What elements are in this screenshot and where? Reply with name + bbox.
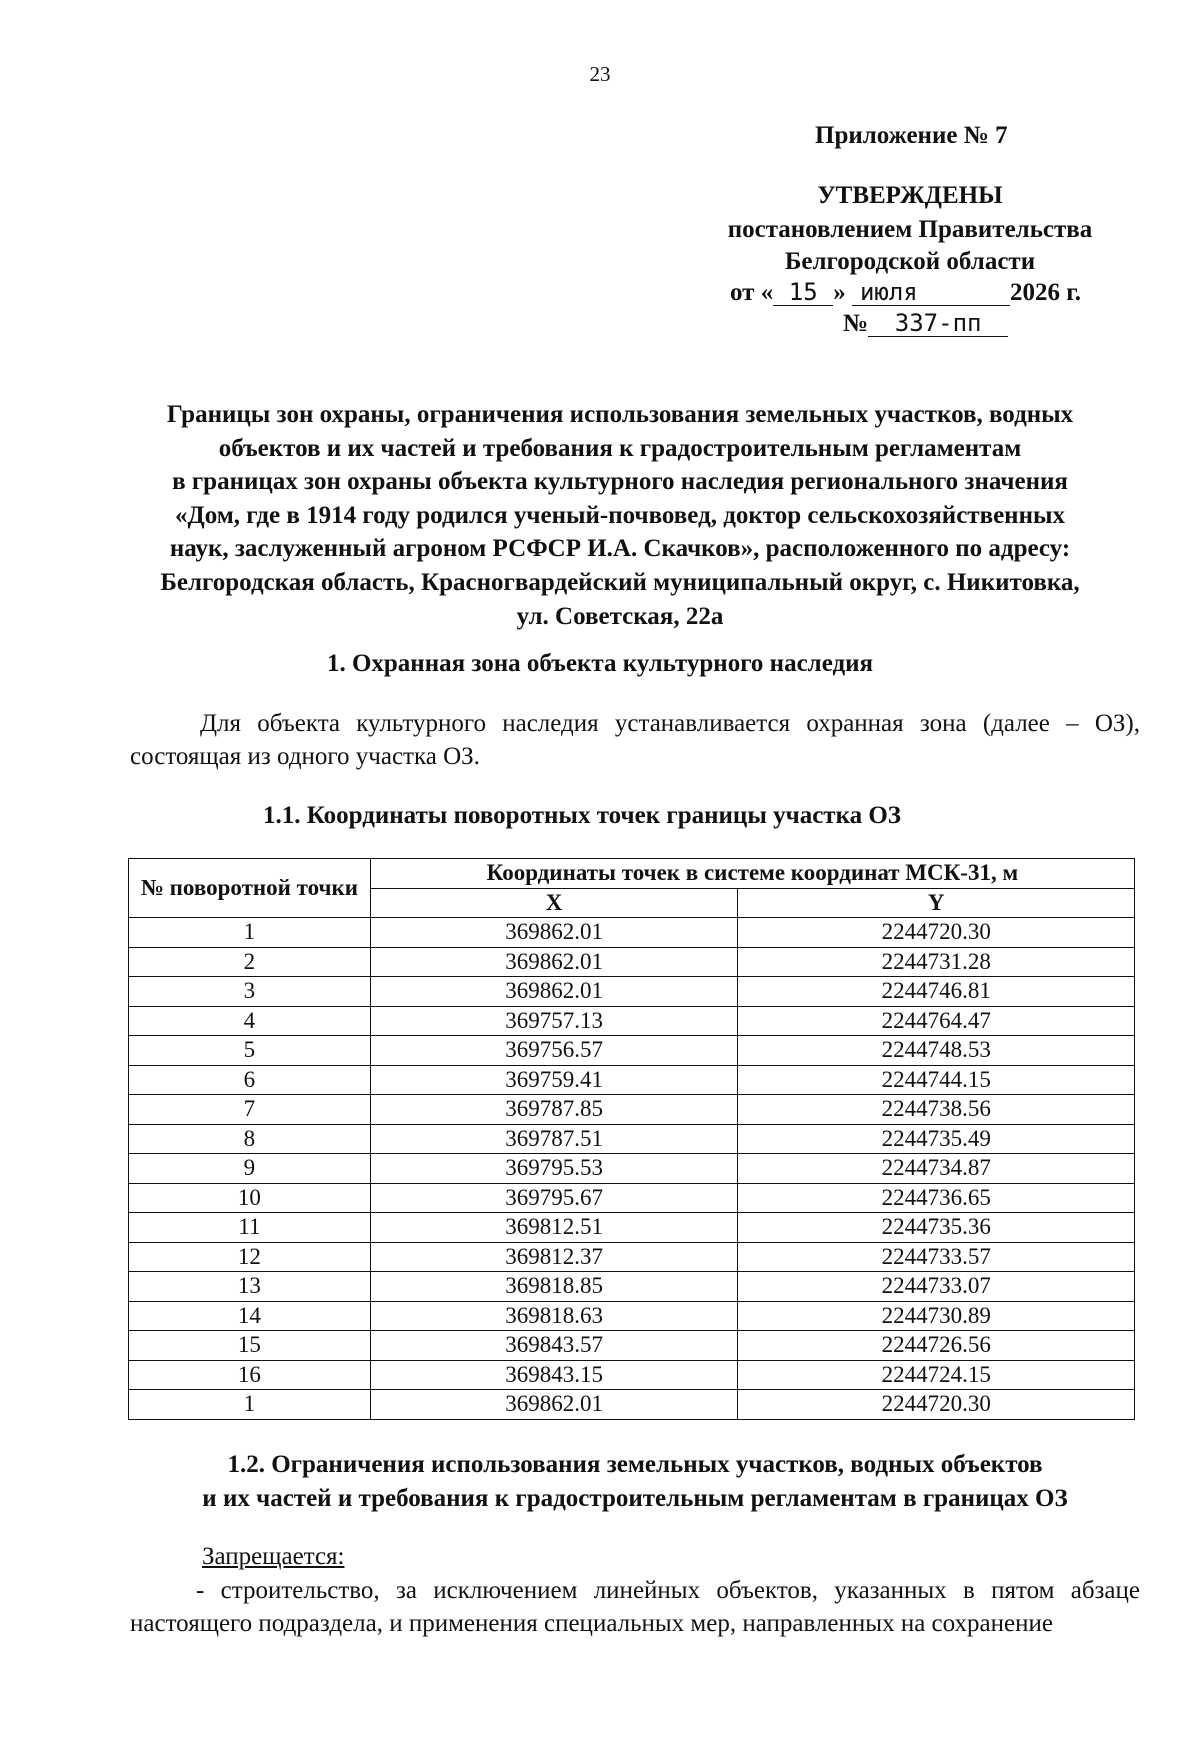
page-number: 23 bbox=[589, 62, 611, 86]
date-month: июля bbox=[852, 279, 1010, 306]
title-line: объектов и их частей и требования к градостроительным регламентам bbox=[218, 434, 1022, 462]
prohibition-item-1: - строительство, за исключением линейных объектов, указанных в пятом абзаце настоящего подраздела, и применения специальных мер, направленных на сохранение bbox=[130, 1577, 1140, 1637]
cell-x: 369818.85 bbox=[370, 1272, 738, 1302]
title-line: Белгородская область, Красногвардейский муниципальный округ, с. Никитовка, bbox=[160, 568, 1080, 596]
cell-y: 2244735.49 bbox=[738, 1124, 1135, 1154]
cell-y: 2244734.87 bbox=[738, 1154, 1135, 1184]
table-row bbox=[129, 1065, 1135, 1095]
cell-x: 369862.01 bbox=[370, 947, 738, 977]
date-prefix: от « bbox=[730, 279, 774, 306]
cell-point: 3 bbox=[129, 977, 371, 1007]
cell-point: 8 bbox=[129, 1124, 371, 1154]
table-row bbox=[129, 1213, 1135, 1243]
table-body bbox=[129, 918, 1135, 1420]
section-1-2-heading bbox=[130, 1448, 1140, 1516]
table-row bbox=[129, 1006, 1135, 1036]
cell-y: 2244720.30 bbox=[738, 918, 1135, 948]
cell-point: 4 bbox=[129, 1006, 371, 1036]
approval-date bbox=[730, 279, 1081, 307]
cell-point: 13 bbox=[129, 1272, 371, 1302]
table-row bbox=[129, 1242, 1135, 1272]
prohibited-label bbox=[130, 1540, 1140, 1573]
header-coords: Координаты точек в системе координат МСК-31, м bbox=[370, 859, 1134, 889]
cell-point: 11 bbox=[129, 1213, 371, 1243]
table-row bbox=[129, 1036, 1135, 1066]
cell-x: 369795.53 bbox=[370, 1154, 738, 1184]
cell-x: 369862.01 bbox=[370, 977, 738, 1007]
table-row bbox=[129, 1331, 1135, 1361]
number-value: 337-пп bbox=[868, 310, 1008, 337]
table-row bbox=[129, 1095, 1135, 1125]
cell-y: 2244720.30 bbox=[738, 1390, 1135, 1420]
cell-x: 369787.51 bbox=[370, 1124, 738, 1154]
heading-line: и их частей и требования к градостроительным регламентам в границах ОЗ bbox=[202, 1485, 1068, 1512]
cell-y: 2244736.65 bbox=[738, 1183, 1135, 1213]
date-day: 15 bbox=[773, 279, 833, 306]
cell-y: 2244733.57 bbox=[738, 1242, 1135, 1272]
cell-y: 2244730.89 bbox=[738, 1301, 1135, 1331]
date-year: 2026 г. bbox=[1009, 279, 1081, 306]
cell-x: 369787.85 bbox=[370, 1095, 738, 1125]
cell-x: 369862.01 bbox=[370, 1390, 738, 1420]
cell-x: 369862.01 bbox=[370, 918, 738, 948]
cell-x: 369843.15 bbox=[370, 1360, 738, 1390]
approval-line-1: постановлением Правительства bbox=[727, 216, 1093, 243]
cell-x: 369812.51 bbox=[370, 1213, 738, 1243]
title-line: Границы зон охраны, ограничения использования земельных участков, водных bbox=[166, 401, 1074, 428]
heading-line: 1.2. Ограничения использования земельных участков, водных объектов bbox=[227, 1451, 1043, 1478]
cell-point: 1 bbox=[129, 918, 371, 948]
table-row bbox=[129, 1301, 1135, 1331]
number-prefix: № bbox=[843, 310, 869, 337]
cell-point: 9 bbox=[129, 1154, 371, 1184]
section-1-heading: 1. Охранная зона объекта культурного наследия bbox=[326, 650, 874, 677]
table-row bbox=[129, 1154, 1135, 1184]
section-1-1-heading: 1.1. Координаты поворотных точек границы участка ОЗ bbox=[263, 802, 901, 829]
approval-title: УТВЕРЖДЕНЫ bbox=[817, 182, 1003, 209]
table-row bbox=[129, 1272, 1135, 1302]
cell-y: 2244733.07 bbox=[738, 1272, 1135, 1302]
header-x: X bbox=[370, 888, 738, 918]
cell-point: 14 bbox=[129, 1301, 371, 1331]
cell-point: 2 bbox=[129, 947, 371, 977]
appendix-label: Приложение № 7 bbox=[815, 122, 1008, 149]
cell-y: 2244744.15 bbox=[738, 1065, 1135, 1095]
cell-x: 369759.41 bbox=[370, 1065, 738, 1095]
cell-y: 2244748.53 bbox=[738, 1036, 1135, 1066]
date-mid: » bbox=[833, 279, 846, 306]
table-row bbox=[129, 1183, 1135, 1213]
cell-point: 12 bbox=[129, 1242, 371, 1272]
cell-x: 369843.57 bbox=[370, 1331, 738, 1361]
cell-y: 2244764.47 bbox=[738, 1006, 1135, 1036]
approval-number bbox=[843, 310, 1008, 338]
table-row bbox=[129, 977, 1135, 1007]
cell-x: 369818.63 bbox=[370, 1301, 738, 1331]
table-row bbox=[129, 1360, 1135, 1390]
title-line: ул. Советская, 22а bbox=[516, 602, 724, 630]
table-row bbox=[129, 1390, 1135, 1420]
document-title bbox=[110, 398, 1130, 633]
cell-point: 1 bbox=[129, 1390, 371, 1420]
cell-y: 2244724.15 bbox=[738, 1360, 1135, 1390]
cell-point: 5 bbox=[129, 1036, 371, 1066]
title-line: в границах зон охраны объекта культурного наследия регионального значения bbox=[172, 468, 1068, 496]
cell-y: 2244738.56 bbox=[738, 1095, 1135, 1125]
cell-point: 10 bbox=[129, 1183, 371, 1213]
cell-y: 2244726.56 bbox=[738, 1331, 1135, 1361]
section-1-paragraph: Для объекта культурного наследия устанавливается охранная зона (далее – ОЗ), состоящая из одного участка ОЗ. bbox=[130, 710, 1140, 770]
header-y: Y bbox=[738, 888, 1135, 918]
cell-point: 15 bbox=[129, 1331, 371, 1361]
cell-point: 16 bbox=[129, 1360, 371, 1390]
title-line: «Дом, где в 1914 году родился ученый-почвовед, доктор сельскохозяйственных bbox=[175, 501, 1065, 529]
prohibited-text: Запрещается: bbox=[202, 1543, 345, 1570]
cell-point: 7 bbox=[129, 1095, 371, 1125]
table-row bbox=[129, 918, 1135, 948]
cell-y: 2244746.81 bbox=[738, 977, 1135, 1007]
cell-x: 369812.37 bbox=[370, 1242, 738, 1272]
table-row bbox=[129, 947, 1135, 977]
title-line: наук, заслуженный агроном РСФСР И.А. Скачков», расположенного по адресу: bbox=[169, 535, 1071, 563]
cell-x: 369795.67 bbox=[370, 1183, 738, 1213]
table-row bbox=[129, 1124, 1135, 1154]
cell-x: 369757.13 bbox=[370, 1006, 738, 1036]
coordinates-table bbox=[128, 858, 1135, 1420]
cell-y: 2244735.36 bbox=[738, 1213, 1135, 1243]
approval-line-2: Белгородской области bbox=[784, 248, 1036, 275]
cell-y: 2244731.28 bbox=[738, 947, 1135, 977]
cell-point: 6 bbox=[129, 1065, 371, 1095]
header-point: № поворотной точки bbox=[129, 859, 371, 918]
cell-x: 369756.57 bbox=[370, 1036, 738, 1066]
